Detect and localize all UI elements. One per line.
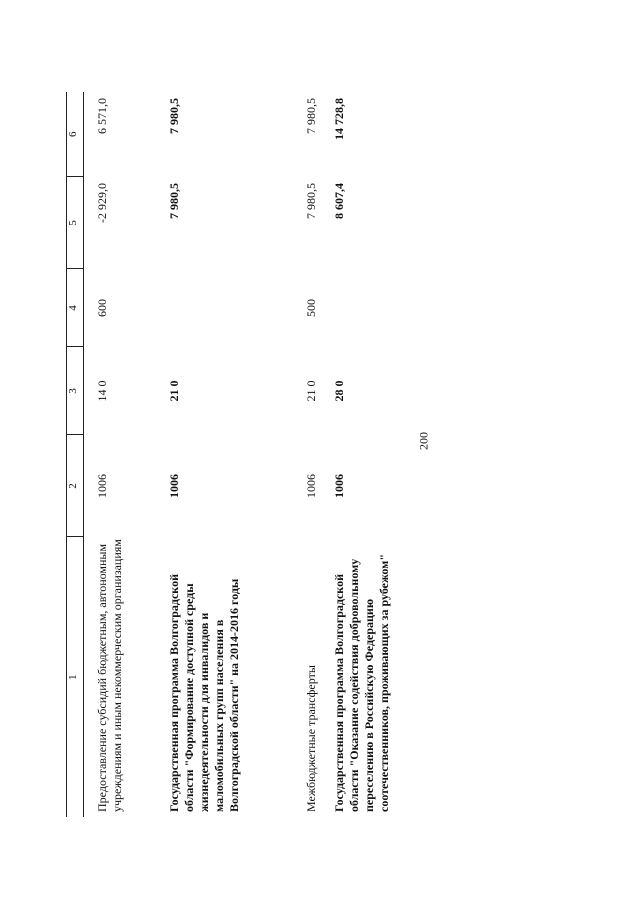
table-row bbox=[304, 92, 332, 817]
cell-section: 1006 bbox=[95, 474, 109, 498]
cell-program: 14 0 bbox=[95, 380, 109, 402]
cell-expense-type: 500 bbox=[304, 299, 318, 317]
table-row bbox=[95, 92, 167, 817]
cell-change: 8 607,4 bbox=[332, 183, 346, 219]
column-header: 2 bbox=[67, 435, 84, 537]
column-number-row bbox=[67, 92, 84, 817]
cell-total: 6 571,0 bbox=[95, 98, 109, 134]
cell-change: 7 980,5 bbox=[304, 183, 318, 219]
cell-change: 7 980,5 bbox=[167, 183, 181, 219]
cell-program: 21 0 bbox=[304, 380, 318, 402]
cell-expense-type bbox=[332, 269, 442, 347]
cell-program: 28 0 bbox=[332, 380, 346, 402]
table-row bbox=[167, 92, 304, 817]
cell-total: 7 980,5 bbox=[304, 98, 318, 134]
row-name: Государственная программа Волгоградской области "Оказание содействия добровольному переселению в Российскую Федерацию соотечественников, проживающих за рубежом" bbox=[332, 554, 391, 812]
cell-total: 7 980,5 bbox=[167, 98, 181, 134]
row-name: Государственная программа Волгоградской области "Формирование доступной среды жизнедеятельности для инвалидов и маломобильных групп населения в Волгоградской области" на 2014-2016 годы bbox=[167, 574, 241, 812]
cell-expense-type bbox=[167, 269, 304, 347]
cell-expense-type: 600 bbox=[95, 299, 109, 317]
budget-table bbox=[66, 92, 442, 817]
cell-program: 21 0 bbox=[167, 380, 181, 402]
row-name: Межбюджетные трансферты bbox=[304, 665, 318, 812]
cell-total: 14 728,8 bbox=[332, 98, 346, 140]
column-header: 3 bbox=[67, 347, 84, 435]
column-header: 1 bbox=[67, 537, 84, 817]
column-header: 5 bbox=[67, 177, 84, 269]
rotated-table bbox=[66, 92, 551, 817]
column-header: 6 bbox=[67, 92, 84, 177]
table-row bbox=[332, 92, 442, 817]
row-name: Предоставление субсидий бюджетным, автономным учреждениям и иным некоммерческим организациям bbox=[95, 539, 124, 812]
column-header: 4 bbox=[67, 269, 84, 347]
cell-section: 1006 bbox=[304, 474, 318, 498]
cell-change: -2 929,0 bbox=[95, 183, 109, 223]
cell-section: 1006 bbox=[332, 474, 346, 498]
page-number: 200 bbox=[416, 432, 431, 450]
cell-section: 1006 bbox=[167, 474, 181, 498]
table-viewport bbox=[66, 92, 551, 817]
